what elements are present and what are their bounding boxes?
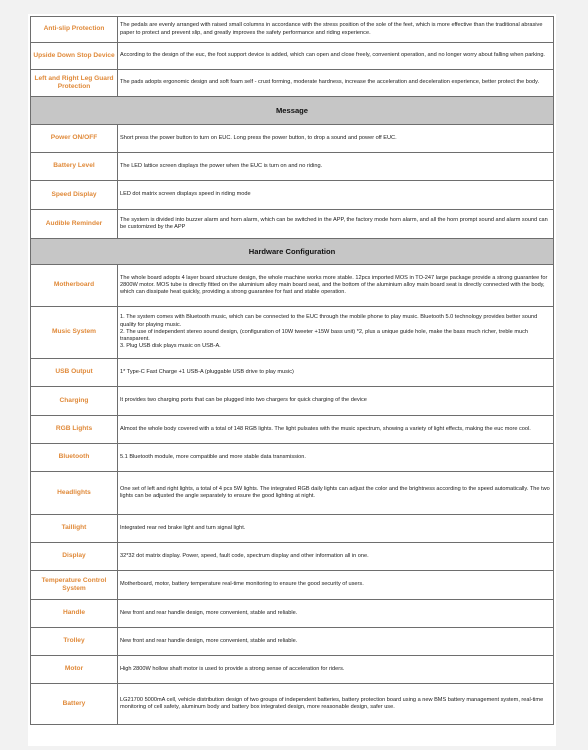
table-row	[31, 515, 554, 543]
table-row	[31, 684, 554, 725]
row-label: Temperature Control System	[31, 571, 118, 600]
row-label: Upside Down Stop Device	[31, 43, 118, 70]
table-row	[31, 656, 554, 684]
table-row	[31, 359, 554, 387]
row-description: One set of left and right lights, a total of 4 pcs 5W lights. The integrated RGB daily lights can adjust the color and the brightness according to the speed automatically. The two lights can be adjusted the angle separately to ensure the good lighting at night.	[118, 472, 554, 515]
music-system-line-3: 3. Plug USB disk plays music on USB-A.	[120, 343, 221, 350]
table-row	[31, 17, 554, 43]
row-description: LG21700 5000mA cell, vehicle distribution design of two groups of independent batteries, battery protection board using a new BMS battery management system, real-time monitoring of cell safety, aluminum body and battery box integrated design, more reasonable design, safer use.	[118, 684, 554, 725]
row-description: The whole board adopts 4 layer board structure design, the whole machine works more stable. 12pcs imported MOS in TO-247 large package provide a strong guarantee for 2800W motor. MOS tube is directly fitted on the aluminium alloy main board seat, and the bottom of the aluminium alloy main board seat is directly connected with the body, which can dissipate heat quickly, providing a strong guarantee for fast and stable operation.	[118, 265, 554, 307]
row-label: Speed Display	[31, 181, 118, 210]
table-row	[31, 70, 554, 97]
music-system-line-2: 2. The use of independent stereo sound design, (configuration of 10W tweeter +15W bass unit) *2, plus a unique guide hole, make the bass much richer, treble much transparent.	[120, 328, 529, 343]
table-row	[31, 265, 554, 307]
row-description: The pads adopts ergonomic design and soft foam self - crust forming, moderate hardness, increase the acceleration and deceleration experience, better protect the body.	[118, 70, 554, 97]
table-row	[31, 543, 554, 571]
section-title: Hardware Configuration	[31, 239, 554, 265]
row-description: New front and rear handle design, more convenient, stable and reliable.	[118, 628, 554, 656]
row-label: Anti-slip Protection	[31, 17, 118, 43]
row-description: It provides two charging ports that can be plugged into two chargers for quick charging of the device	[118, 387, 554, 416]
row-description: The LED lattice screen displays the power when the EUC is turn on and no riding.	[118, 153, 554, 181]
row-label: Battery Level	[31, 153, 118, 181]
table-row	[31, 571, 554, 600]
row-description: Motherboard, motor, battery temperature real-time monitoring to ensure the good security of users.	[118, 571, 554, 600]
row-label: Power ON/OFF	[31, 125, 118, 153]
row-description: New front and rear handle design, more convenient, stable and reliable.	[118, 600, 554, 628]
row-description: LED dot matrix screen displays speed in riding mode	[118, 181, 554, 210]
row-description: 5.1 Bluetooth module, more compatible and more stable data transmission.	[118, 444, 554, 472]
table-row	[31, 416, 554, 444]
row-description: The pedals are evenly arranged with raised small columns in accordance with the stress position of the sole of the feet, which is more effective than the traditional abrasive paper to protect and prevent slip, and greatly improves the safety performance and riding experience.	[118, 17, 554, 43]
row-label: Display	[31, 543, 118, 571]
row-description: Integrated rear red brake light and turn signal light.	[118, 515, 554, 543]
row-description	[118, 307, 554, 359]
table-row	[31, 387, 554, 416]
table-row	[31, 600, 554, 628]
row-label: Headlights	[31, 472, 118, 515]
table-row	[31, 181, 554, 210]
row-label: Motherboard	[31, 265, 118, 307]
row-label: RGB Lights	[31, 416, 118, 444]
row-description: According to the design of the euc, the foot support device is added, which can open and close freely, convenient operation, and no longer worry about falling when parking.	[118, 43, 554, 70]
table-row	[31, 125, 554, 153]
table-row	[31, 210, 554, 239]
music-system-line-1: 1. The system comes with Bluetooth music, which can be connected to the EUC through the mobile phone to play music. Bluetooth 5.0 technology provides better sound quality for playing music.	[120, 314, 538, 328]
table-row	[31, 472, 554, 515]
row-description: Almost the whole body covered with a total of 148 RGB lights. The light pulsates with the music spectrum, showing a variety of light effects, making the euc more cool.	[118, 416, 554, 444]
spec-table	[30, 16, 554, 725]
table-row	[31, 444, 554, 472]
row-description: High 2800W hollow shaft motor is used to provide a strong sense of acceleration for riders.	[118, 656, 554, 684]
row-description: 32*32 dot matrix display. Power, speed, fault code, spectrum display and other information all in one.	[118, 543, 554, 571]
row-label: Taillight	[31, 515, 118, 543]
section-header-row	[31, 239, 554, 265]
row-description: Short press the power button to turn on EUC. Long press the power button, to drop a sound and power off EUC.	[118, 125, 554, 153]
row-label: Trolley	[31, 628, 118, 656]
row-description: 1* Type-C Fast Charge +1 USB-A (pluggable USB drive to play music)	[118, 359, 554, 387]
section-header-row	[31, 97, 554, 125]
table-row	[31, 43, 554, 70]
row-label: Music System	[31, 307, 118, 359]
row-label: Handle	[31, 600, 118, 628]
row-label: Charging	[31, 387, 118, 416]
table-row	[31, 307, 554, 359]
row-label: Left and Right Leg Guard Protection	[31, 70, 118, 97]
row-label: Audible Reminder	[31, 210, 118, 239]
row-label: USB Output	[31, 359, 118, 387]
row-label: Motor	[31, 656, 118, 684]
table-row	[31, 153, 554, 181]
table-row	[31, 628, 554, 656]
section-title: Message	[31, 97, 554, 125]
row-description: The system is divided into buzzer alarm and horn alarm, which can be switched in the APP, the factory mode horn alarm, and all the horn prompt sound and alarm sound can be customized by the APP	[118, 210, 554, 239]
row-label: Battery	[31, 684, 118, 725]
row-label: Bluetooth	[31, 444, 118, 472]
